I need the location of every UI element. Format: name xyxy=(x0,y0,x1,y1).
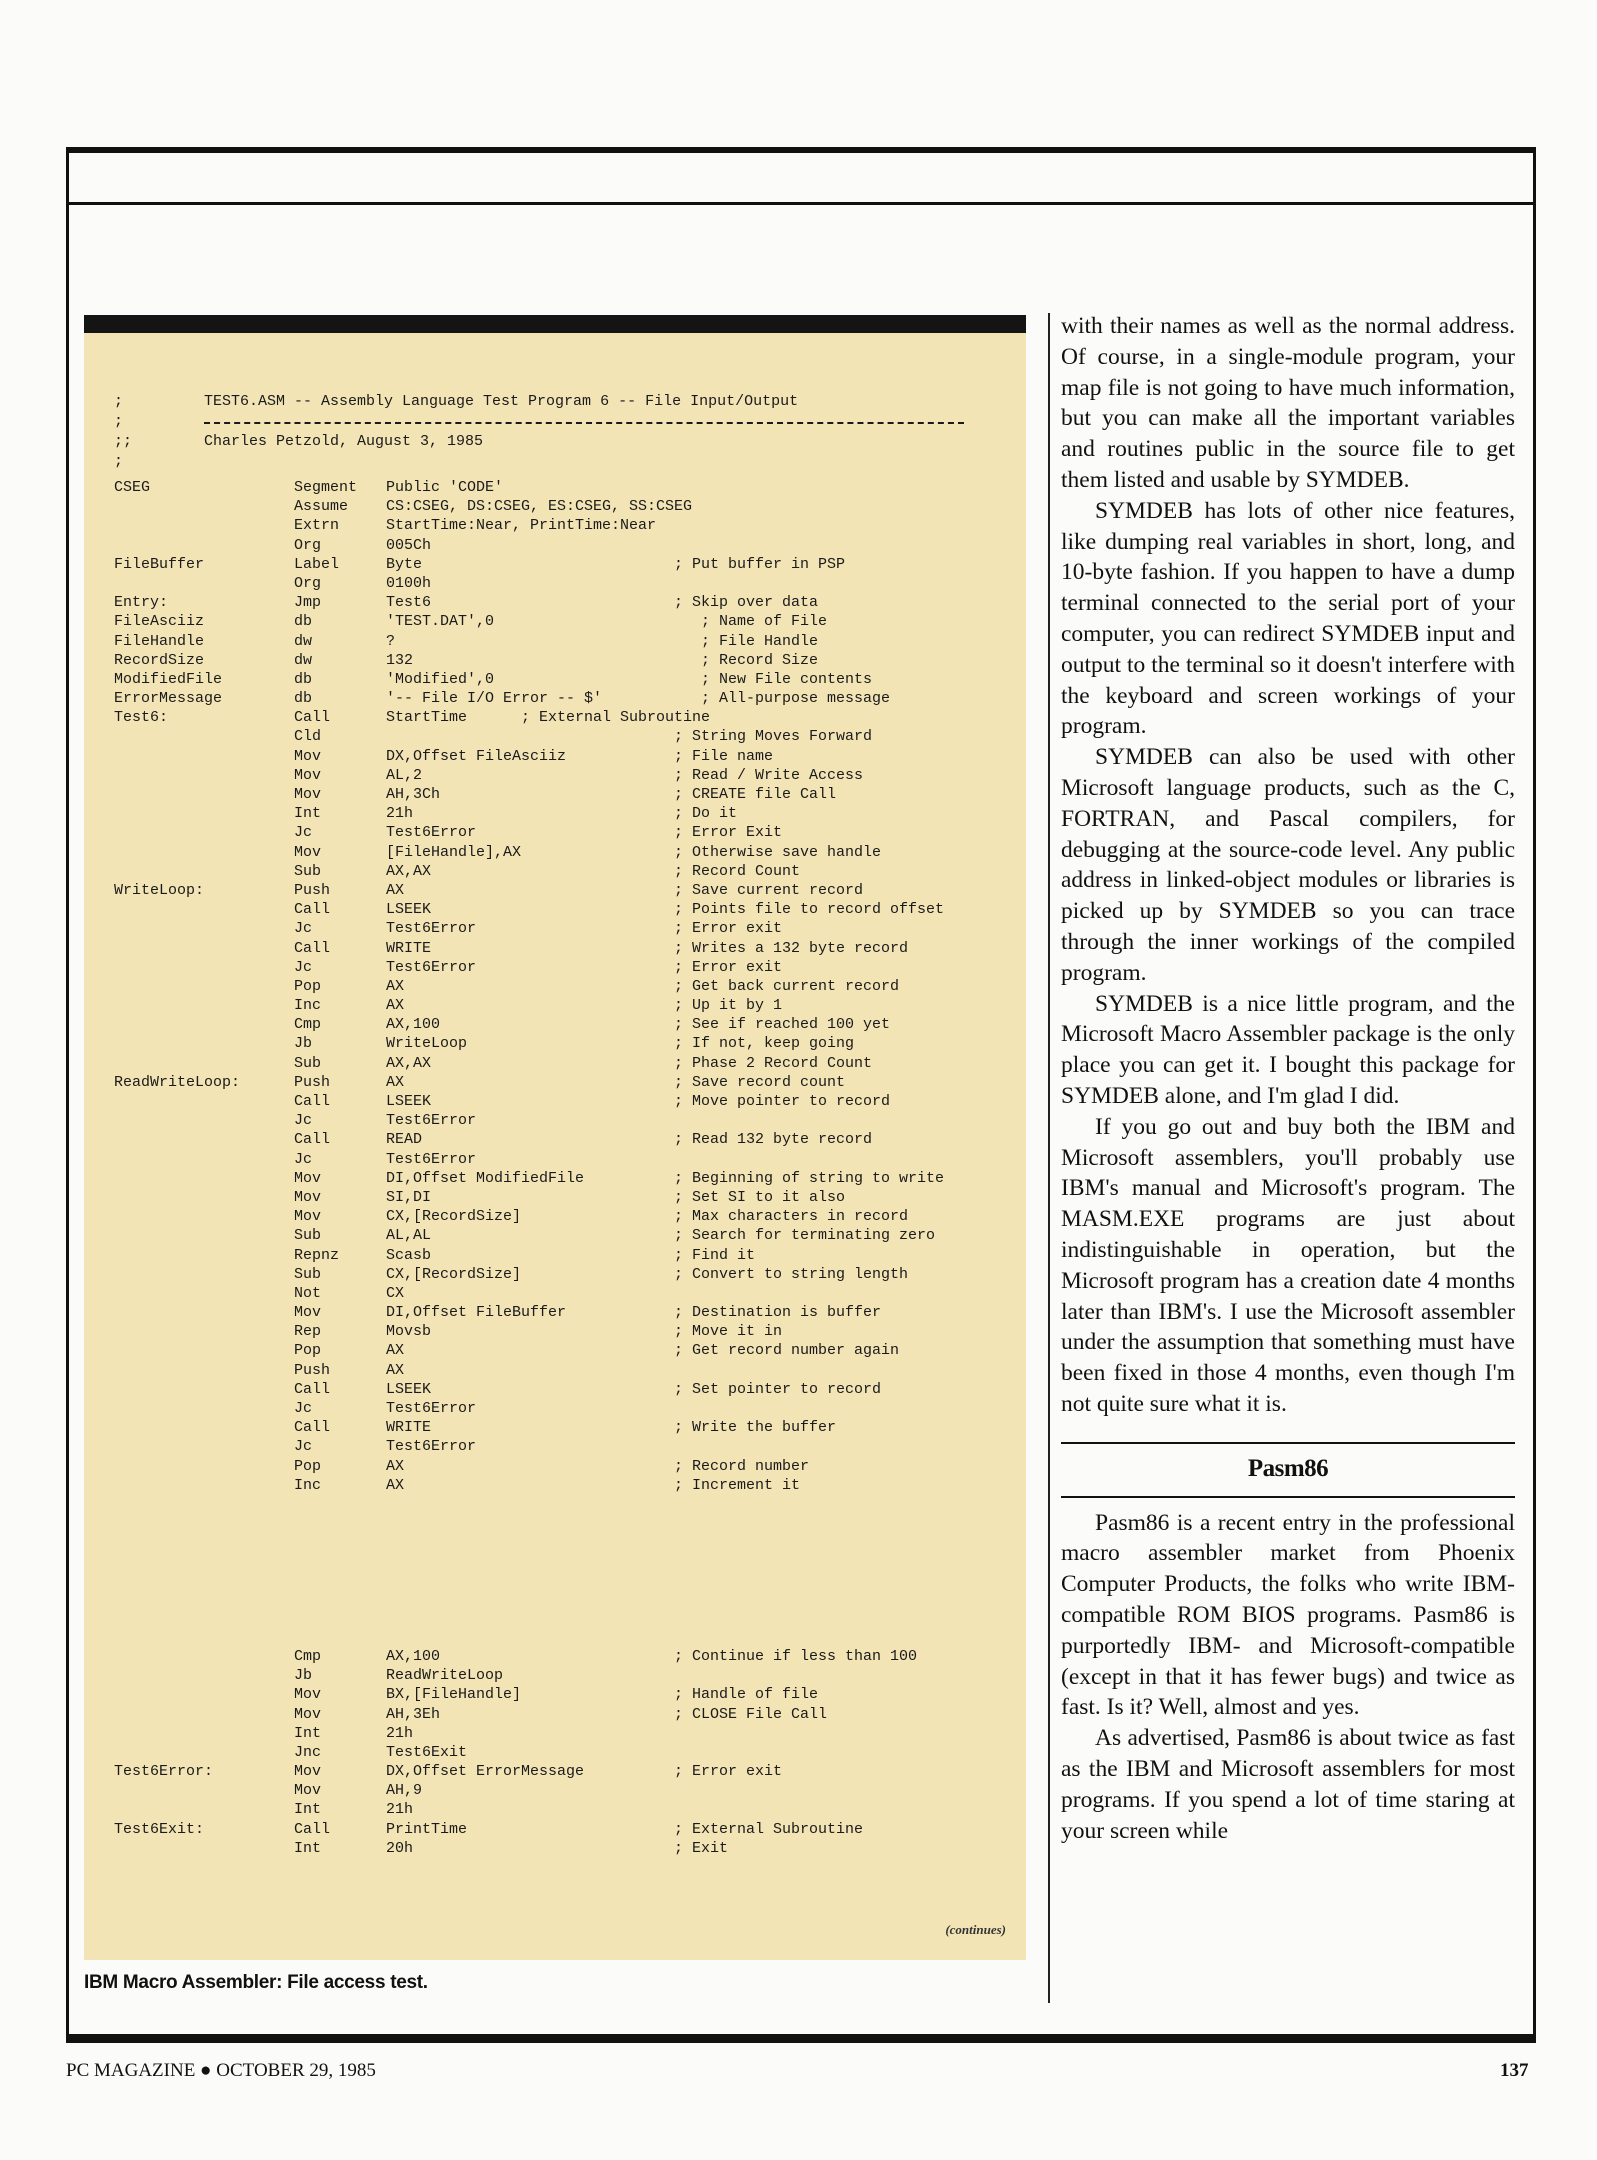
code-line xyxy=(114,1131,1014,1150)
code-comment: ; Points file to record offset xyxy=(674,901,945,919)
code-opcode: Pop xyxy=(294,1457,322,1475)
code-opcode: Call xyxy=(294,939,331,957)
code-comment: ; Increment it xyxy=(674,1476,801,1494)
code-operand: AX xyxy=(386,1342,405,1360)
code-line xyxy=(114,690,1014,709)
code-line xyxy=(114,633,1014,652)
code-operand: Test6 xyxy=(386,594,432,612)
code-opcode: Cmp xyxy=(294,1647,322,1665)
code-operand: AX xyxy=(386,1361,405,1379)
code-operand: DI,Offset ModifiedFile xyxy=(386,1169,585,1187)
code-comment: ; CREATE file Call xyxy=(674,786,837,803)
code-line xyxy=(114,1438,1014,1457)
code-comment: ; Error Exit xyxy=(674,824,783,842)
code-line xyxy=(114,1055,1014,1074)
section-title: Pasm86 xyxy=(1247,1455,1329,1483)
code-line xyxy=(114,1458,1014,1477)
code-comment: ; Get record number again xyxy=(674,1342,900,1360)
code-header-line xyxy=(114,453,1014,473)
code-comment: ; Search for terminating zero xyxy=(674,1227,936,1245)
code-line xyxy=(114,1744,1014,1763)
code-opcode: Sub xyxy=(294,1054,322,1072)
listing-caption: IBM Macro Assembler: File access test. xyxy=(84,1972,428,1993)
code-opcode: Mov xyxy=(294,766,322,784)
continues-note: (continues) xyxy=(945,1922,1006,1937)
code-line xyxy=(114,1419,1014,1438)
code-operand: AL,2 xyxy=(386,766,423,784)
code-opcode: Mov xyxy=(294,1782,322,1800)
code-comment: ; Error exit xyxy=(674,920,783,938)
code-comment: ; Record Count xyxy=(674,862,801,880)
code-line xyxy=(114,1362,1014,1381)
article-paragraph: If you go out and buy both the IBM and Microsoft assemblers, you'll probably use IBM's manual and Microsoft's program. The MASM.EXE programs are just about indistinguishable in operation, but the Microsoft program has a creation date 4 months later than IBM's. I use the Microsoft assembler under the assumption that something must have been fixed in those 4 months, even though I'm not quite sure what it is. xyxy=(1061,1113,1515,1417)
code-operand: 21h xyxy=(386,1724,414,1742)
code-opcode: Push xyxy=(294,1361,331,1379)
bottom-rule xyxy=(66,2034,1536,2043)
code-line xyxy=(114,1112,1014,1131)
code-comment: ; Set SI to it also xyxy=(674,1188,846,1206)
listing-gap xyxy=(114,1496,1014,1648)
code-label: ReadWriteLoop: xyxy=(114,1073,241,1091)
code-opcode: db xyxy=(294,613,313,631)
code-line xyxy=(114,613,1014,632)
code-line xyxy=(114,479,1014,498)
code-label: Test6Exit: xyxy=(114,1820,205,1838)
code-opcode: Org xyxy=(294,574,322,592)
code-label: FileAsciiz xyxy=(114,613,205,631)
code-operand: 21h xyxy=(386,805,414,823)
code-header-line xyxy=(114,413,1014,433)
code-operand: AX xyxy=(386,1073,405,1091)
code-opcode: Jc xyxy=(294,1150,313,1168)
code-operand: PrintTime xyxy=(386,1820,468,1838)
code-operand: Test6Exit xyxy=(386,1743,468,1761)
comment-marker: ; xyxy=(114,393,124,410)
code-opcode: Sub xyxy=(294,1265,322,1283)
code-comment: ; Skip over data xyxy=(674,594,819,612)
code-opcode: Mov xyxy=(294,1208,322,1226)
code-operand: Test6Error xyxy=(386,958,477,976)
code-comment: ; String Moves Forward xyxy=(674,728,873,746)
code-operand: ? xyxy=(386,632,396,650)
code-opcode: Jc xyxy=(294,1112,313,1130)
code-comment: ; External Subroutine xyxy=(674,1820,864,1838)
code-operand: AX xyxy=(386,881,405,899)
header-text: Charles Petzold, August 3, 1985 xyxy=(204,433,484,450)
code-line xyxy=(114,1381,1014,1400)
code-line xyxy=(114,671,1014,690)
code-comment: ; File Handle xyxy=(674,632,819,650)
code-opcode: Extrn xyxy=(294,517,340,535)
code-opcode: Org xyxy=(294,536,322,554)
article-paragraph: SYMDEB has lots of other nice features, like dumping real variables in short, long, and 10-byte fashion. If you happen to have a dump terminal connected to the serial port of your computer, you can redirect SYMDEB input and output to the terminal so it doesn't interfere with the keyboard and screen workings of your program. xyxy=(1061,497,1515,740)
code-opcode: Rep xyxy=(294,1323,322,1341)
article-body-top xyxy=(1061,311,1515,1420)
code-comment: ; Name of File xyxy=(674,613,828,631)
code-operand: WRITE xyxy=(386,939,432,957)
code-line xyxy=(114,1304,1014,1323)
code-opcode: Jc xyxy=(294,958,313,976)
comment-marker: ;; xyxy=(114,433,133,450)
code-line xyxy=(114,1763,1014,1782)
code-opcode: Inc xyxy=(294,997,322,1015)
code-line xyxy=(114,901,1014,920)
code-listing-panel xyxy=(84,315,1026,1960)
code-line xyxy=(114,537,1014,556)
code-line xyxy=(114,1074,1014,1093)
code-header-line xyxy=(114,433,1014,453)
code-operand: AX xyxy=(386,1457,405,1475)
code-comment: ; Do it xyxy=(674,805,738,823)
code-label: RecordSize xyxy=(114,651,205,669)
code-line xyxy=(114,1208,1014,1227)
code-comment: ; If not, keep going xyxy=(674,1035,855,1053)
code-label: ModifiedFile xyxy=(114,670,223,688)
code-comment: ; Save record count xyxy=(674,1073,846,1091)
code-opcode: Jb xyxy=(294,1035,313,1053)
code-operand: '-- File I/O Error -- $' xyxy=(386,690,603,708)
code-operand: Test6Error xyxy=(386,1400,477,1417)
code-line xyxy=(114,1170,1014,1189)
code-operand: CS:CSEG, DS:CSEG, ES:CSEG, SS:CSEG xyxy=(386,498,693,516)
code-comment: ; Record Size xyxy=(674,651,819,669)
code-comment: ; All-purpose message xyxy=(674,690,891,708)
header-text: TEST6.ASM -- Assembly Language Test Program 6 -- File Input/Output xyxy=(204,393,799,410)
code-line xyxy=(114,652,1014,671)
code-operand: Test6Error xyxy=(386,1112,477,1130)
code-comment: ; Put buffer in PSP xyxy=(674,555,846,573)
page-number: 137 xyxy=(1500,2060,1529,2081)
code-line xyxy=(114,920,1014,939)
code-comment: ; Max characters in record xyxy=(674,1208,909,1226)
code-operand: WRITE xyxy=(386,1419,432,1437)
code-line xyxy=(114,1342,1014,1361)
code-line xyxy=(114,1782,1014,1801)
code-opcode: Inc xyxy=(294,1476,322,1494)
code-comment: ; Continue if less than 100 xyxy=(674,1647,918,1665)
assembly-code xyxy=(114,393,1014,1859)
code-comment: ; Read 132 byte record xyxy=(674,1131,873,1149)
code-operand: AX,AX xyxy=(386,1054,432,1072)
code-comment: ; Destination is buffer xyxy=(674,1304,882,1322)
footer-publication: PC MAGAZINE ● OCTOBER 29, 1985 xyxy=(66,2060,376,2081)
code-line xyxy=(114,940,1014,959)
code-operand: StartTime:Near, PrintTime:Near xyxy=(386,517,657,535)
column-divider xyxy=(1048,313,1050,2003)
code-operand: [FileHandle],AX xyxy=(386,843,522,861)
code-operand: AH,9 xyxy=(386,1782,423,1800)
code-line xyxy=(114,767,1014,786)
code-operand: CX,[RecordSize] xyxy=(386,1265,522,1283)
code-operand: BX,[FileHandle] xyxy=(386,1686,522,1704)
article-paragraph: As advertised, Pasm86 is about twice as fast as the IBM and Microsoft assemblers for most programs. If you spend a lot of time staring at your screen while xyxy=(1061,1725,1515,1844)
code-opcode: Segment xyxy=(294,479,358,496)
code-opcode: Mov xyxy=(294,1763,322,1781)
code-opcode: db xyxy=(294,670,313,688)
code-label: WriteLoop: xyxy=(114,881,205,899)
code-opcode: Jc xyxy=(294,1400,313,1417)
code-opcode: Jc xyxy=(294,824,313,842)
code-line xyxy=(114,1227,1014,1246)
code-opcode: Mov xyxy=(294,843,322,861)
code-opcode: Mov xyxy=(294,1188,322,1206)
article-column xyxy=(1061,311,1515,1846)
code-opcode: Jb xyxy=(294,1667,313,1685)
code-opcode: Mov xyxy=(294,747,322,765)
code-operand: AX,AX xyxy=(386,862,432,880)
code-line xyxy=(114,1266,1014,1285)
code-line xyxy=(114,1706,1014,1725)
code-label: Test6Error: xyxy=(114,1763,214,1781)
code-comment: ; Move pointer to record xyxy=(674,1093,891,1110)
code-opcode: Int xyxy=(294,1839,322,1857)
frame-right xyxy=(1533,205,1536,2035)
code-operand: CX,[RecordSize] xyxy=(386,1208,522,1226)
code-operand: READ xyxy=(386,1131,423,1149)
code-opcode: Int xyxy=(294,805,322,823)
code-line xyxy=(114,1016,1014,1035)
code-operand: LSEEK xyxy=(386,1380,432,1398)
code-operand: DX,Offset ErrorMessage xyxy=(386,1763,585,1781)
code-comment: ; File name xyxy=(674,747,774,765)
code-comment: ; Move it in xyxy=(674,1323,783,1341)
code-line xyxy=(114,1093,1014,1112)
code-line xyxy=(114,863,1014,882)
code-label: FileHandle xyxy=(114,632,205,650)
section-heading-box xyxy=(1061,1442,1515,1498)
code-opcode: Jmp xyxy=(294,594,322,612)
article-paragraph: SYMDEB can also be used with other Microsoft language products, such as the C, FORTRAN, and Pascal compilers, for debugging at the source-code level. Any public address in linked-object modules or libraries is picked up by SYMDEB so you can trace through the inner workings of the compiled program. xyxy=(1061,744,1515,986)
code-line xyxy=(114,1477,1014,1496)
code-opcode: Mov xyxy=(294,1304,322,1322)
code-opcode: Sub xyxy=(294,1227,322,1245)
article-paragraph: Pasm86 is a recent entry in the professional macro assembler market from Phoenix Computer Products, the folks who write IBM-compatible ROM BIOS programs. Pasm86 is purportedly IBM- and Microsoft-compatible (except in that it has fewer bugs) and twice as fast. Is it? Well, almost and yes. xyxy=(1061,1509,1515,1721)
code-line xyxy=(114,1725,1014,1744)
code-opcode: Call xyxy=(294,901,331,919)
code-operand: AX,100 xyxy=(386,1647,441,1665)
code-operand: AH,3Eh xyxy=(386,1705,441,1723)
code-label: Entry: xyxy=(114,594,169,612)
code-opcode: Repnz xyxy=(294,1246,340,1264)
code-comment: ; CLOSE File Call xyxy=(674,1705,828,1723)
code-operand: LSEEK xyxy=(386,1093,432,1110)
code-operand: 'TEST.DAT',0 xyxy=(386,613,495,631)
code-line xyxy=(114,498,1014,517)
code-opcode: Mov xyxy=(294,1169,322,1187)
code-line xyxy=(114,748,1014,767)
code-operand: StartTime ; External Subroutine xyxy=(386,709,711,727)
code-operand: Test6Error xyxy=(386,824,477,842)
code-opcode: Mov xyxy=(294,786,322,803)
code-opcode: Int xyxy=(294,1801,322,1819)
frame-left xyxy=(66,205,69,2035)
code-operand: AL,AL xyxy=(386,1227,432,1245)
code-line xyxy=(114,1821,1014,1840)
top-frame xyxy=(66,147,1536,205)
code-opcode: Call xyxy=(294,1093,331,1110)
code-line xyxy=(114,978,1014,997)
code-operand: SI,DI xyxy=(386,1188,432,1206)
code-label: ErrorMessage xyxy=(114,690,223,708)
code-opcode: Jnc xyxy=(294,1743,322,1761)
code-opcode: Call xyxy=(294,1419,331,1437)
code-header-line xyxy=(114,393,1014,413)
code-comment: ; Beginning of string to write xyxy=(674,1169,945,1187)
code-line xyxy=(114,824,1014,843)
code-opcode: Sub xyxy=(294,862,322,880)
code-operand: Test6Error xyxy=(386,1438,477,1456)
code-opcode: Pop xyxy=(294,1342,322,1360)
code-comment: ; Writes a 132 byte record xyxy=(674,939,909,957)
code-line xyxy=(114,709,1014,728)
code-line xyxy=(114,1801,1014,1820)
listing-top-bar xyxy=(84,315,1026,333)
code-operand: AX xyxy=(386,977,405,995)
code-opcode: dw xyxy=(294,632,313,650)
code-operand: 005Ch xyxy=(386,536,432,554)
code-line xyxy=(114,728,1014,747)
comment-marker: ; xyxy=(114,453,124,470)
code-comment: ; Get back current record xyxy=(674,977,900,995)
code-opcode: Label xyxy=(294,555,340,573)
code-comment: ; Find it xyxy=(674,1246,756,1264)
code-operand: 0100h xyxy=(386,574,432,592)
code-line xyxy=(114,805,1014,824)
code-line xyxy=(114,1189,1014,1208)
code-operand: DX,Offset FileAsciiz xyxy=(386,747,567,765)
code-line xyxy=(114,594,1014,613)
code-opcode: Jc xyxy=(294,920,313,938)
code-opcode: Mov xyxy=(294,1705,322,1723)
code-operand: 132 xyxy=(386,651,414,669)
code-line xyxy=(114,882,1014,901)
code-operand: 20h xyxy=(386,1839,414,1857)
code-opcode: Not xyxy=(294,1284,322,1302)
code-operand: Movsb xyxy=(386,1323,432,1341)
code-line xyxy=(114,1667,1014,1686)
code-line xyxy=(114,556,1014,575)
dashed-separator xyxy=(204,422,964,424)
code-opcode: Int xyxy=(294,1724,322,1742)
code-comment: ; Phase 2 Record Count xyxy=(674,1054,873,1072)
code-line xyxy=(114,1648,1014,1667)
code-comment: ; Write the buffer xyxy=(674,1419,837,1437)
article-body-bottom xyxy=(1061,1508,1515,1847)
code-line xyxy=(114,959,1014,978)
code-operand: 21h xyxy=(386,1801,414,1819)
code-line xyxy=(114,1840,1014,1859)
code-opcode: Push xyxy=(294,1073,331,1091)
code-label: Test6: xyxy=(114,709,169,727)
code-line xyxy=(114,1686,1014,1705)
code-operand: DI,Offset FileBuffer xyxy=(386,1304,567,1322)
code-line xyxy=(114,575,1014,594)
code-line xyxy=(114,786,1014,805)
code-comment: ; Exit xyxy=(674,1839,729,1857)
code-comment: ; Up it by 1 xyxy=(674,997,783,1015)
code-opcode: Call xyxy=(294,1131,331,1149)
code-line xyxy=(114,1151,1014,1170)
code-operand: Test6Error xyxy=(386,920,477,938)
code-opcode: Cmp xyxy=(294,1016,322,1034)
code-comment: ; New File contents xyxy=(674,670,873,688)
code-line xyxy=(114,997,1014,1016)
code-operand: Scasb xyxy=(386,1246,432,1264)
code-label: FileBuffer xyxy=(114,555,205,573)
code-operand: Test6Error xyxy=(386,1150,477,1168)
article-paragraph: SYMDEB is a nice little program, and the Microsoft Macro Assembler package is the only place you can get it. I bought this package for SYMDEB alone, and I'm glad I did. xyxy=(1061,990,1515,1109)
code-opcode: Cld xyxy=(294,728,322,746)
code-comment: ; Otherwise save handle xyxy=(674,843,882,861)
code-comment: ; See if reached 100 yet xyxy=(674,1016,891,1034)
code-line xyxy=(114,1400,1014,1419)
code-opcode: Call xyxy=(294,1820,331,1838)
code-line xyxy=(114,1323,1014,1342)
code-opcode: dw xyxy=(294,651,313,669)
code-opcode: Call xyxy=(294,709,331,727)
code-operand: WriteLoop xyxy=(386,1035,468,1053)
code-comment: ; Set pointer to record xyxy=(674,1380,882,1398)
code-line xyxy=(114,844,1014,863)
code-line xyxy=(114,1247,1014,1266)
code-opcode: Pop xyxy=(294,977,322,995)
code-line xyxy=(114,517,1014,536)
article-paragraph: with their names as well as the normal address. Of course, in a single-module program, your map file is not going to have much information, but you can make all the important variables and routines public in the source file to get them listed and usable by SYMDEB. xyxy=(1061,313,1515,493)
code-label: CSEG xyxy=(114,479,151,496)
code-comment: ; Save current record xyxy=(674,881,864,899)
code-operand: LSEEK xyxy=(386,901,432,919)
code-comment: ; Read / Write Access xyxy=(674,766,864,784)
code-operand: AH,3Ch xyxy=(386,786,441,803)
code-operand: Public 'CODE' xyxy=(386,479,504,496)
code-operand: Byte xyxy=(386,555,423,573)
code-comment: ; Convert to string length xyxy=(674,1265,909,1283)
code-opcode: Jc xyxy=(294,1438,313,1456)
code-opcode: Assume xyxy=(294,498,349,516)
code-line xyxy=(114,1035,1014,1054)
code-opcode: Push xyxy=(294,881,331,899)
code-operand: ReadWriteLoop xyxy=(386,1667,504,1685)
code-line xyxy=(114,1285,1014,1304)
code-comment: ; Error exit xyxy=(674,1763,783,1781)
code-operand: CX xyxy=(386,1284,405,1302)
code-operand: 'Modified',0 xyxy=(386,670,495,688)
code-comment: ; Record number xyxy=(674,1457,810,1475)
code-opcode: Mov xyxy=(294,1686,322,1704)
code-operand: AX xyxy=(386,1476,405,1494)
code-operand: AX,100 xyxy=(386,1016,441,1034)
code-operand: AX xyxy=(386,997,405,1015)
code-opcode: db xyxy=(294,690,313,708)
code-comment: ; Handle of file xyxy=(674,1686,819,1704)
code-opcode: Call xyxy=(294,1380,331,1398)
comment-marker: ; xyxy=(114,413,124,430)
code-comment: ; Error exit xyxy=(674,958,783,976)
